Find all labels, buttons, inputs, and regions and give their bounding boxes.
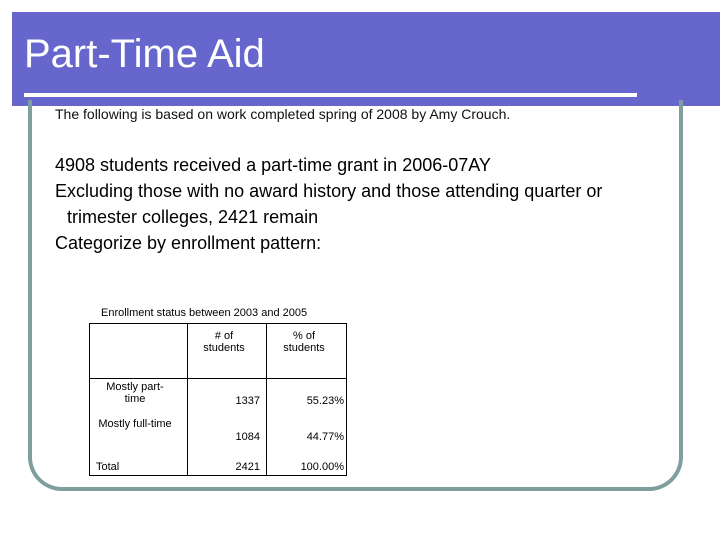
header-count: # of students [203, 330, 245, 354]
row-percent: 100.00% [300, 461, 344, 473]
table-divider [187, 324, 188, 475]
bullet-item: 4908 students received a part-time grant in 2006-07AY [55, 155, 491, 175]
bullet-item: Categorize by enrollment pattern: [55, 233, 322, 253]
bullet-list [55, 152, 675, 256]
enrollment-table [89, 323, 347, 476]
table-divider [266, 324, 267, 475]
title-underline [24, 93, 637, 97]
row-count: 1337 [235, 395, 260, 407]
row-percent: 44.77% [306, 431, 344, 443]
slide-title: Part-Time Aid [24, 32, 265, 76]
table-divider [90, 378, 346, 379]
row-label: Mostly full-time [98, 418, 172, 430]
table-caption: Enrollment status between 2003 and 2005 [101, 307, 308, 319]
row-count: 2421 [235, 461, 260, 473]
subtitle: The following is based on work completed spring of 2008 by Amy Crouch. [55, 106, 511, 122]
header-percent: % of students [283, 330, 325, 354]
row-percent: 55.23% [306, 395, 344, 407]
row-label: Mostly part-time [106, 381, 164, 405]
row-count: 1084 [235, 431, 260, 443]
row-label: Total [96, 461, 120, 473]
bullet-item: Excluding those with no award history and those attending quarter or trimester colleges, 2421 remain [55, 181, 603, 227]
